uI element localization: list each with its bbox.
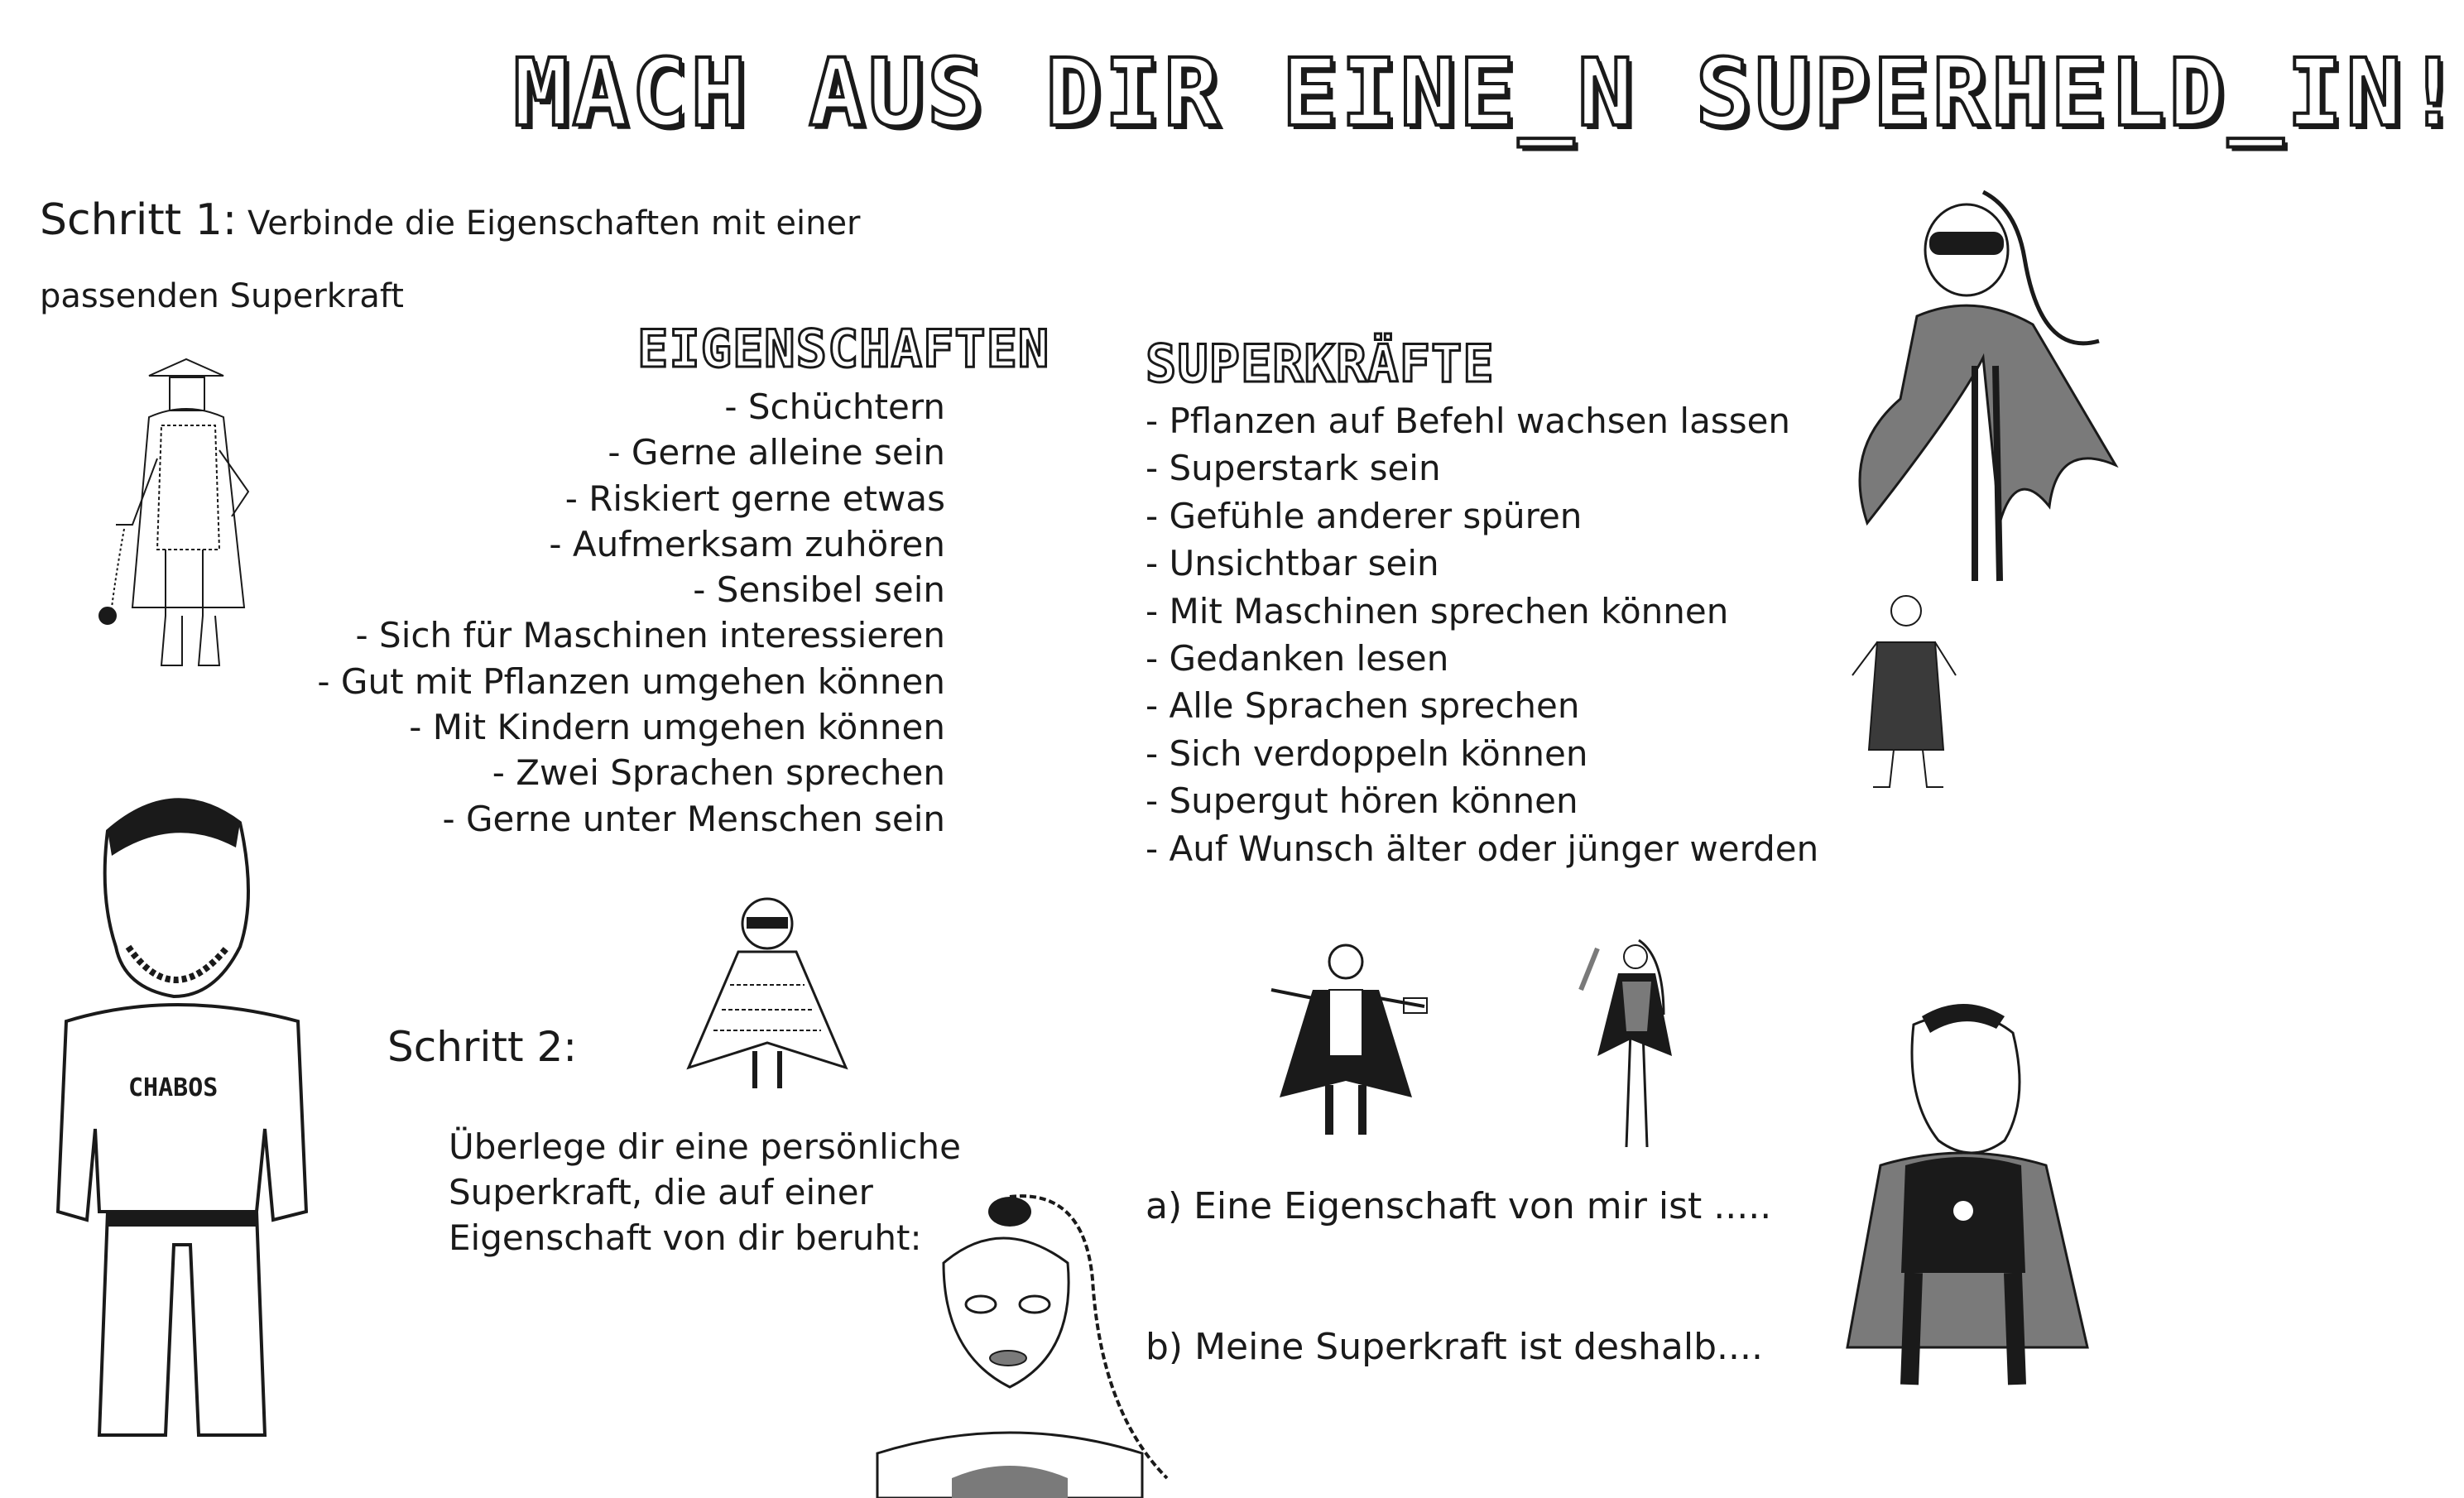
list-item: - Unsichtbar sein bbox=[1146, 543, 1439, 584]
step1-label: Schritt 1: bbox=[40, 195, 238, 245]
bald-man-dark-cape-drawing-icon bbox=[1839, 1000, 2096, 1389]
masked-heroine-with-cape-drawing-icon bbox=[1851, 192, 2116, 589]
shirt-text: CHABOS bbox=[128, 1073, 219, 1102]
step1-text-line2: passenden Superkraft bbox=[40, 277, 404, 315]
step2-label: Schritt 2: bbox=[387, 1023, 578, 1071]
list-item: - Auf Wunsch älter oder jünger werden bbox=[1146, 828, 1819, 869]
list-item: - Zwei Sprachen sprechen bbox=[492, 752, 945, 794]
list-item: - Sich verdoppeln können bbox=[1146, 732, 1588, 774]
eigenschaften-heading: EIGENSCHAFTEN bbox=[637, 319, 1050, 379]
ponytail-woman-portrait-drawing-icon bbox=[853, 1180, 1167, 1498]
list-item: - Sich für Maschinen interessieren bbox=[355, 615, 945, 656]
list-item: - Mit Maschinen sprechen können bbox=[1146, 590, 1729, 631]
small-stick-hero-drawing-icon bbox=[1852, 593, 1960, 791]
superkraefte-heading: SUPERKRÄFTE bbox=[1146, 334, 1495, 394]
page-title: MACH AUS DIR EINE_N SUPERHELD_IN! bbox=[513, 40, 2464, 147]
list-item: - Mit Kindern umgehen können bbox=[409, 707, 945, 748]
list-item: - Riskiert gerne etwas bbox=[564, 478, 945, 519]
list-item: - Gerne unter Menschen sein bbox=[442, 798, 945, 839]
step2-prompt-line3: Eigenschaft von dir beruht: bbox=[449, 1217, 922, 1258]
step1-text-line1: Verbinde die Eigenschaften mit einer bbox=[247, 204, 861, 242]
list-item: - Gerne alleine sein bbox=[608, 432, 945, 473]
list-item: - Pflanzen auf Befehl wachsen lassen bbox=[1146, 401, 1791, 441]
eigenschaften-list bbox=[248, 384, 945, 842]
knight-with-flail-drawing-icon bbox=[99, 359, 265, 674]
robot-machine-hero-drawing-icon bbox=[1263, 940, 1429, 1139]
bearded-man-chabos-shirt-drawing-icon bbox=[50, 781, 315, 1443]
sunglasses-hero-with-cape-drawing-icon bbox=[689, 894, 846, 1092]
list-item: - Schüchtern bbox=[724, 387, 945, 427]
prompt-a: a) Eine Eigenschaft von mir ist ..... bbox=[1146, 1185, 1772, 1227]
prompt-b: b) Meine Superkraft ist deshalb.... bbox=[1146, 1326, 1763, 1368]
step1-instruction bbox=[40, 184, 950, 333]
list-item: - Aufmerksam zuhören bbox=[549, 523, 945, 564]
step2-prompt-line2: Superkraft, die auf einer bbox=[449, 1172, 873, 1212]
list-item: - Gefühle anderer spüren bbox=[1146, 495, 1583, 536]
list-item: - Gut mit Pflanzen umgehen können bbox=[317, 660, 945, 702]
list-item: - Supergut hören können bbox=[1146, 780, 1578, 822]
list-item: - Superstark sein bbox=[1146, 448, 1441, 489]
superkraefte-list bbox=[1146, 397, 1890, 872]
list-item: - Alle Sprachen sprechen bbox=[1146, 685, 1580, 727]
list-item: - Sensibel sein bbox=[693, 569, 945, 611]
heroine-in-swimsuit-drawing-icon bbox=[1581, 940, 1688, 1155]
step2-prompt-line1: Überlege dir eine persönliche bbox=[449, 1126, 961, 1167]
list-item: - Gedanken lesen bbox=[1146, 638, 1449, 679]
